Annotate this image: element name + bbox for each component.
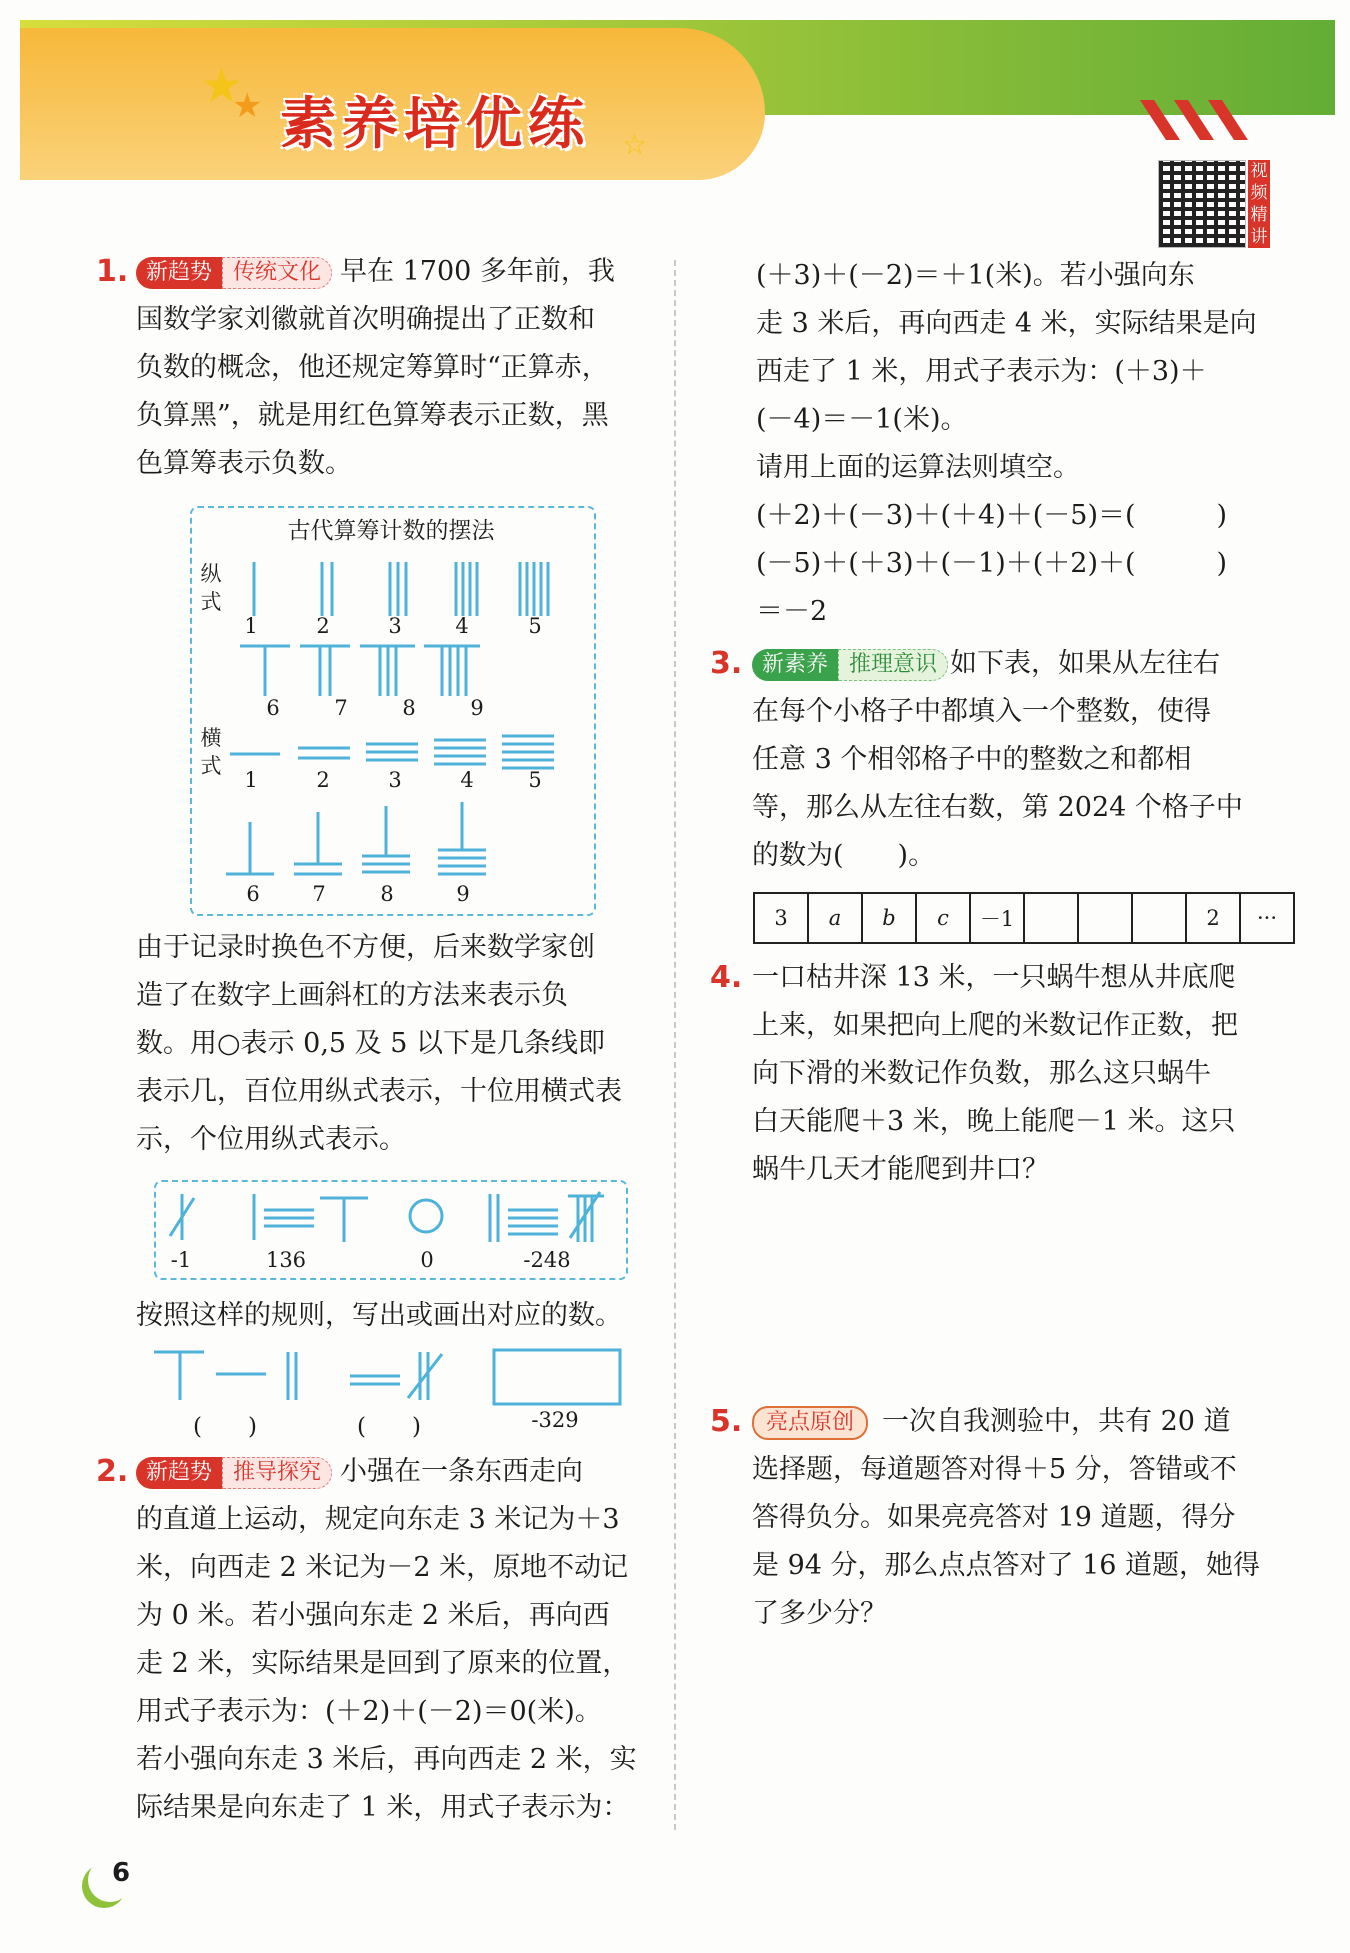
rod-label: 3 [388, 614, 402, 638]
rod-label: 4 [460, 768, 474, 792]
answer-blank[interactable]: ( ) [193, 1414, 257, 1440]
question-4-text: 一口枯井深 13 米，一只蜗牛想从井底爬 上来，如果把向上爬的米数记作正数，把 向下滑的米数记作负数，那么这只蜗牛 白天能爬＋3 米，晚上能爬－1 米。这只 蜗牛几天才能爬到井口？ [752, 962, 1238, 1185]
question-3-number: 3. [710, 646, 743, 681]
question-1-instruction: 按照这样的规则，写出或画出对应的数。 [136, 1300, 622, 1331]
question-3-text: 新素养 推理意识 如下表，如果从左往右 在每个小格子中都填入一个整数，使得 任意 3 个相邻格子中的整数之和都相 等，那么从左往右数，第 2024 个格子中 的数为( )。 [752, 648, 1243, 871]
star-icon: ☆ [622, 128, 648, 161]
star-icon: ★ [200, 58, 244, 114]
question-1-explanation: 由于记录时换色不方便，后来数学家创 造了在数字上画斜杠的方法来表示负 数。用○表示 0,5 及 5 以下是几条线即 表示几，百位用纵式表示，十位用横式表 示，个位用纵式表示。 [136, 932, 622, 1155]
rod-label: 6 [246, 882, 260, 906]
star-icon: ★ [232, 86, 263, 126]
answer-rods-drawing [150, 1346, 630, 1406]
example-label: 0 [420, 1248, 434, 1272]
table-cell: c [916, 893, 970, 943]
table-cell: 2 [1186, 893, 1240, 943]
rod-label: 9 [470, 696, 484, 720]
horizontal-style-label: 横 式 [200, 726, 222, 778]
column-divider [674, 260, 676, 1830]
decorative-slashes [1140, 100, 1260, 150]
question-5-number: 5. [710, 1404, 743, 1439]
table-cell [1024, 893, 1078, 943]
rod-label: 5 [528, 614, 542, 638]
tag-reasoning: 推理意识 [838, 649, 948, 681]
table-cell: a [808, 893, 862, 943]
rod-label: 5 [528, 768, 542, 792]
example-label: 136 [265, 1248, 307, 1272]
rod-label: 3 [388, 768, 402, 792]
tag-traditional-culture: 传统文化 [222, 257, 332, 289]
table-cell [1078, 893, 1132, 943]
table-cell: 3 [754, 893, 808, 943]
rod-label: 6 [266, 696, 280, 720]
question-1-number: 1. [96, 254, 129, 289]
rod-label: 8 [380, 882, 394, 906]
qr-video-label: 视 频 精 讲 [1248, 160, 1270, 248]
tag-new-trend: 新趋势 [136, 1457, 222, 1489]
question-2-continued: (＋3)＋(－2)＝＋1(米)。若小强向东 走 3 米后，再向西走 4 米，实际结果是向 西走了 1 米，用式子表示为：(＋3)＋ (－4)＝－1(米)。 请用上面的运算法则填空。 (＋2)＋(－3)＋(＋4)＋(－5)＝( ) (－5)＋(＋3)＋(－1)＋(＋2)＋( ) ＝－2 [756, 260, 1257, 627]
tag-new-trend: 新趋势 [136, 257, 222, 289]
answer-target-number: -329 [531, 1408, 579, 1432]
answer-blank[interactable]: ( ) [357, 1414, 421, 1440]
figure-title: 古代算筹计数的摆法 [287, 518, 495, 544]
example-label: -1 [170, 1248, 192, 1272]
table-cell: －1 [970, 893, 1024, 943]
table-cell: ··· [1240, 893, 1294, 943]
number-sequence-table [753, 892, 1295, 944]
table-cell [1132, 893, 1186, 943]
section-title: 素养培优练 [280, 92, 590, 157]
vertical-style-label: 纵 式 [200, 562, 222, 614]
table-cell: b [862, 893, 916, 943]
page-number: 6 [112, 1858, 131, 1888]
rod-label: 1 [244, 768, 258, 792]
qr-code[interactable] [1158, 160, 1246, 248]
table-row [754, 893, 1294, 943]
question-2-text: 新趋势 推导探究 小强在一条东西走向 的直道上运动，规定向东走 3 米记为＋3 米，向西走 2 米记为－2 米，原地不动记 为 0 米。若小强向东走 2 米后，再向西 走 2 米，实际结果是回到了原来的位置， 用式子表示为：(＋2)＋(－2)＝0(米)。 若小强向东走 3 米后，再向西走 2 米，实 际结果是向东走了 1 米，用式子表示为： [136, 1456, 637, 1823]
rod-label: 2 [316, 768, 330, 792]
rod-label: 1 [244, 614, 258, 638]
question-1-text: 新趋势 传统文化 早在 1700 多年前，我 国数学家刘徽就首次明确提出了正数和 负数的概念，他还规定筹算时“正算赤， 负算黑”，就是用红色算筹表示正数，黑 色算筹表示负数。 [136, 256, 615, 479]
rod-label: 9 [456, 882, 470, 906]
example-label: -248 [523, 1248, 571, 1272]
question-4-number: 4. [710, 960, 743, 995]
tag-derivation-inquiry: 推导探究 [222, 1457, 332, 1489]
rod-label: 8 [402, 696, 416, 720]
question-5-text: 亮点原创 一次自我测验中，共有 20 道 选择题，每道题答对得＋5 分，答错或不 答得负分。如果亮亮答对 19 道题，得分 是 94 分，那么点点答对了 16 道题，她得 了多少分？ [752, 1406, 1261, 1629]
tag-new-literacy: 新素养 [752, 649, 838, 681]
counting-rods-drawing [190, 506, 592, 912]
rod-label: 7 [334, 696, 348, 720]
rod-label: 7 [312, 882, 326, 906]
question-2-number: 2. [96, 1454, 129, 1489]
rod-label: 4 [455, 614, 469, 638]
tag-original: 亮点原创 [752, 1406, 868, 1440]
rod-label: 2 [316, 614, 330, 638]
